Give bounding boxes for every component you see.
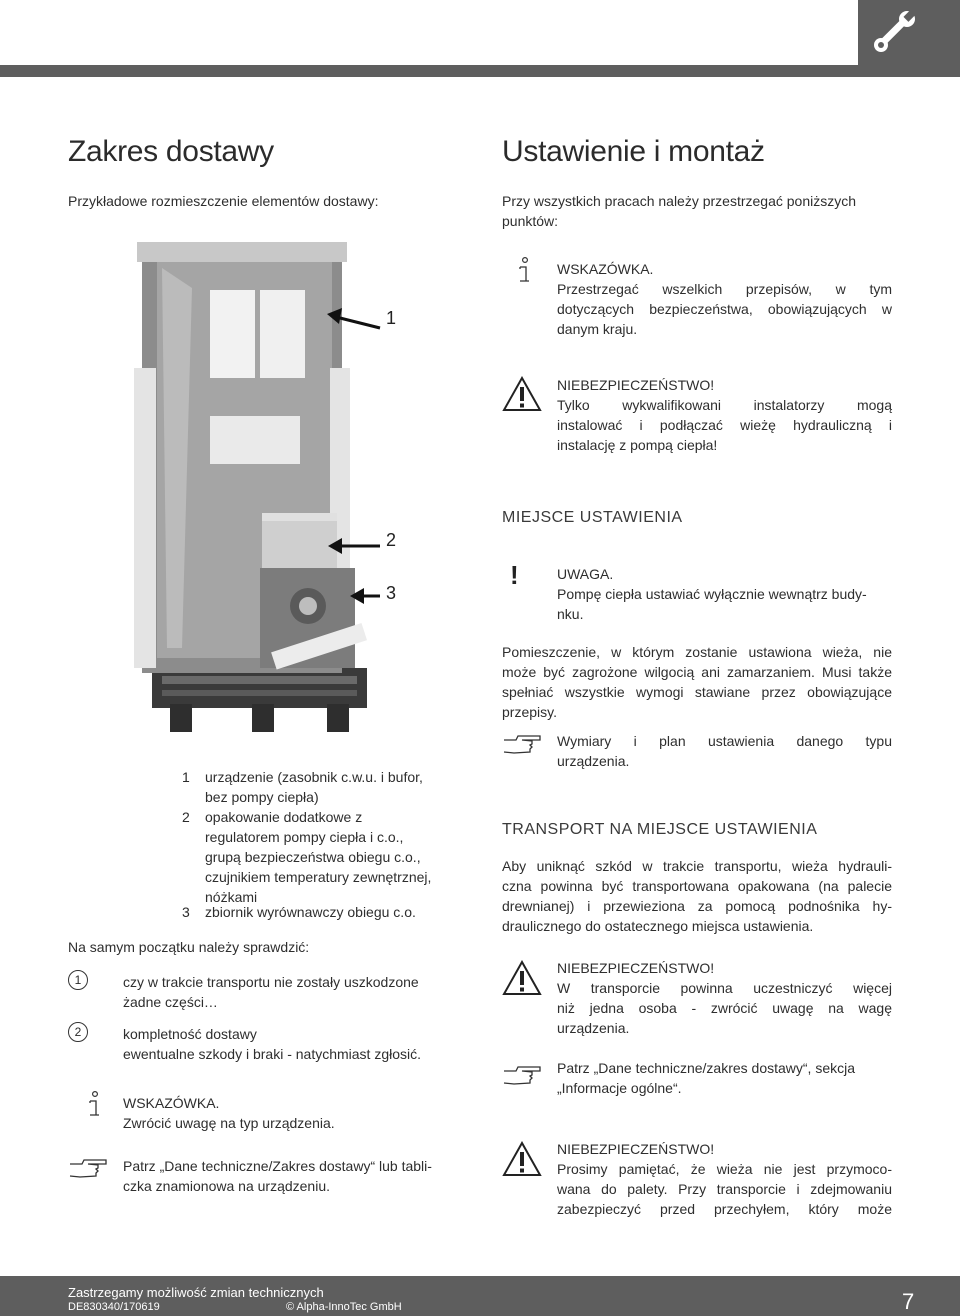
section-heading-location: MIEJSCE USTAWIENIA [502, 509, 683, 526]
footer [0, 1276, 960, 1316]
right-note-1: WSKAZÓWKA. Przestrzegać wszelkich przepisów, w tym dotyczących bezpieczeństwa, obowiązujących w danym kraju. [557, 261, 892, 337]
footer-notice: Zastrzegamy możliwość zmian technicznych [68, 1285, 324, 1300]
warning-triangle-icon [502, 376, 542, 412]
right-danger-2: NIEBEZPIECZEŃSTWO! W transporcie powinna uczestniczyć więcej niż jedna osoba - zwrócić uwagę na wagę urządzenia. [557, 960, 892, 1036]
check-item-2: kompletność dostawy ewentualne szkody i braki - natychmiast zgłosić. [123, 1026, 422, 1062]
section-heading-transport: TRANSPORT NA MIEJSCE USTAWIENIA [502, 821, 818, 838]
exclamation-icon: ! [510, 560, 519, 590]
photo-label-1: 1 [386, 308, 397, 328]
right-reference-2: Patrz „Dane techniczne/zakres dostawy“, sekcja „Informacje ogólne“. [557, 1060, 856, 1096]
warning-triangle-icon [502, 1141, 542, 1177]
legend-item-3: zbiornik wyrównawczy obiegu c.o. [205, 904, 416, 920]
footer-copyright: © Alpha-InnoTec GmbH [286, 1301, 402, 1313]
check-num-1: 1 [68, 970, 88, 990]
info-icon [86, 1090, 102, 1120]
header-tool-box [858, 0, 960, 65]
delivery-photo [122, 228, 422, 738]
left-reference: Patrz „Dane techniczne/Zakres dostawy“ lub tabli- czka znamionowa na urządzeniu. [123, 1158, 432, 1194]
wrench-screwdriver-icon [870, 8, 920, 56]
photo-label-2: 2 [386, 530, 397, 550]
right-title: Ustawienie i montaż [502, 135, 765, 168]
location-paragraph: Pomieszczenie, w którym zostanie ustawiona wieża, nie może być zagrożone wilgocią ani zamarzaniem. Musi także spełniać wszystkie wymogi stawiane przez obowiązujące przepisy. [502, 644, 892, 720]
right-intro: Przy wszystkich pracach należy przestrzegać poniższych punktów: [502, 193, 857, 229]
header-bar [0, 65, 960, 77]
check-item-1: czy w trakcie transportu nie zostały uszkodzone żadne części… [123, 974, 419, 1010]
legend-num-3: 3 [182, 904, 190, 920]
legend-item-2: opakowanie dodatkowe z regulatorem pompy ciepła i c.o., grupą bezpieczeństwa obiegu c.o., czujnikiem temperatury zewnętrznej, nóżkami [205, 809, 432, 905]
left-note: WSKAZÓWKA. Zwrócić uwagę na typ urządzenia. [123, 1095, 335, 1131]
left-intro: Przykładowe rozmieszczenie elementów dostawy: [68, 193, 379, 209]
legend-num-1: 1 [182, 769, 190, 785]
page-number: 7 [902, 1289, 915, 1314]
right-caution: UWAGA. Pompę ciepła ustawiać wyłącznie wewnątrz budy- nku. [557, 566, 867, 622]
legend-item-1: urządzenie (zasobnik c.w.u. i bufor, bez pompy ciepła) [205, 769, 423, 805]
pointing-hand-icon [68, 1156, 108, 1180]
pointing-hand-icon [502, 1063, 542, 1087]
left-title: Zakres dostawy [68, 135, 274, 168]
warning-triangle-icon [502, 960, 542, 996]
right-danger-1: NIEBEZPIECZEŃSTWO! Tylko wykwalifikowani instalatorzy mogą instalować i podłączać wieżę hydrauliczną i instalację z pompą ciepła! [557, 377, 892, 453]
transport-paragraph: Aby uniknąć szkód w trakcie transportu, wieża hydrauli- czna powinna być transportowana opakowana (na palecie drewnianej) i przewieziona za pomocą podnośnika hy- draulicznego do ostatecznego miejsca ustawienia. [502, 858, 892, 934]
right-danger-3: NIEBEZPIECZEŃSTWO! Prosimy pamiętać, że wieża nie jest przymoco- wana do palety. Przy transporcie i zdejmowaniu zabezpieczyć przed przechyłem, który może [557, 1141, 892, 1217]
check-num-2: 2 [68, 1022, 88, 1042]
check-intro: Na samym początku należy sprawdzić: [68, 939, 310, 955]
legend-num-2: 2 [182, 809, 190, 825]
pointing-hand-icon [502, 732, 542, 756]
photo-label-3: 3 [386, 583, 397, 603]
info-icon [516, 256, 532, 286]
right-reference-1: Wymiary i plan ustawienia danego typu urządzenia. [557, 733, 892, 769]
footer-doc-number: DE830340/170619 [68, 1301, 160, 1313]
